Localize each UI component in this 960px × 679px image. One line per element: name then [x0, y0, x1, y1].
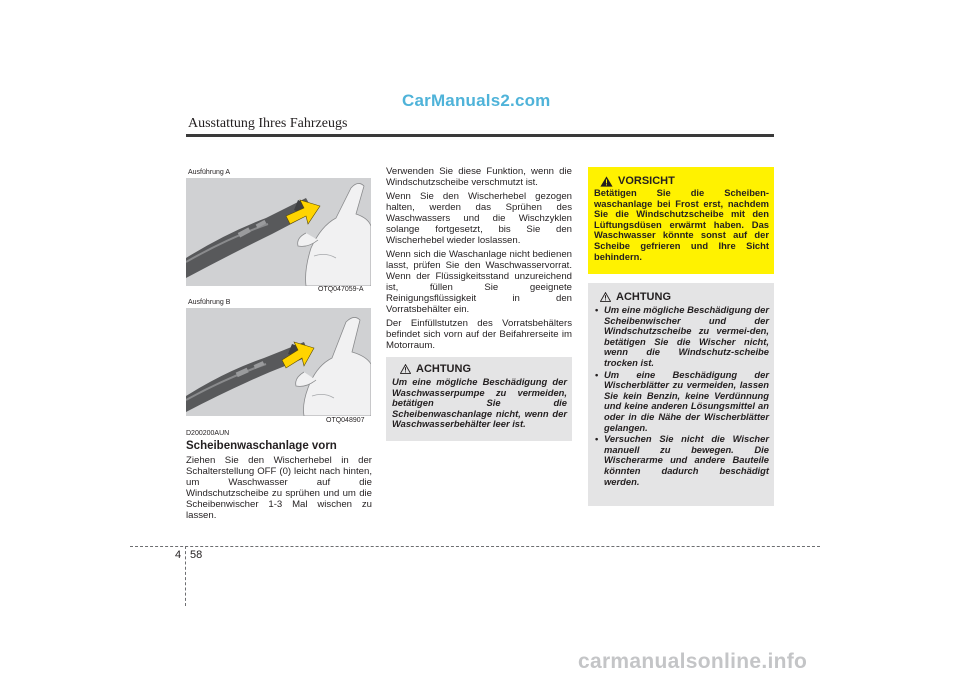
figure-a-code: OTQ047059-A: [318, 286, 364, 293]
caution-box-middle: [386, 357, 572, 441]
warning-title-text: VORSICHT: [618, 175, 675, 187]
caution-list-item: • Um eine Beschädigung der Wischerblätter zu vermeiden, lassen Sie kein Benzin, keine Verdünnung und keine anderen Lösungsmittel an oder in die Nähe der Wischerblätter gelangen.: [594, 370, 769, 434]
warning-triangle-icon: [600, 176, 613, 187]
middle-paragraph-3: Wenn sich die Waschanlage nicht bedienen lasst, prüfen Sie den Waschwasservorrat. Wenn der Flüssigkeitsstand unzureichend ist, füllen Sie geeignete Reinigungsflüssigkeit in den Vorratsbehälter ein.: [386, 249, 572, 315]
section-title: Ausstattung Ihres Fahrzeugs: [188, 116, 348, 131]
watermark-bottom[interactable]: carmanualsonline.info: [578, 650, 808, 673]
caution-text-middle: Um eine mögliche Beschädigung der Waschwasserpumpe zu vermeiden, betätigen Sie die Scheibenwaschanlage nicht, wenn der Waschwasserbehälter leer ist.: [392, 376, 567, 430]
middle-paragraph-2: Wenn Sie den Wischerhebel gezogen halten, werden das Sprühen des Waschwassers und die Wischzyklen solange fortgesetzt, bis Sie den Wischerhebel wieder loslassen.: [386, 191, 572, 246]
warning-box: [588, 167, 774, 274]
middle-column: [386, 166, 572, 351]
caution-list-item: • Versuchen Sie nicht die Wischer manuell zu bewegen. Die Wischerarme und andere Bauteile könnten dadurch beschädigt werden.: [594, 434, 769, 487]
warning-title: [600, 175, 769, 187]
caution-triangle-icon: [600, 292, 611, 302]
middle-paragraph-1: Verwenden Sie diese Funktion, wenn die Windschutzscheibe verschmutzt ist.: [386, 166, 572, 188]
caution-triangle-icon: [400, 364, 411, 374]
caution-list-item: • Um eine mögliche Beschädigung der Scheibenwischer und der Windschutzscheibe zu vermei-den, betätigen Sie die Wischer nicht, wenn die Windschutz-scheibe trocken ist.: [594, 305, 769, 369]
footer-divider: [130, 546, 820, 547]
document-code: D200200AUN: [186, 430, 230, 437]
figure-a-label: Ausführung A: [188, 169, 231, 176]
warning-text: Betätigen Sie die Scheiben-waschanlage bei Frost erst, nachdem Sie die Windschutzscheibe mit den Lüftungsdüsen erwärmt haben. Das Waschwasser könnte sonst auf der Scheibe gefrieren und Ihre Sicht behindern.: [594, 187, 769, 262]
watermark-top[interactable]: CarManuals2.com: [402, 91, 551, 110]
caution-title-text: ACHTUNG: [616, 291, 671, 303]
figure-b-code: OTQ048907: [326, 417, 365, 424]
wiper-lever-illustration-b: [186, 308, 371, 416]
caution-box-right: [588, 283, 774, 506]
page-number: 58: [190, 549, 203, 561]
figure-a: [186, 178, 371, 286]
wiper-lever-illustration-a: [186, 178, 371, 286]
caution-title-middle: [400, 363, 567, 375]
caution-title-right: [600, 291, 769, 303]
caution-list: [594, 305, 769, 487]
chapter-number: 4: [175, 549, 182, 561]
header-rule: [186, 134, 774, 137]
figure-b: [186, 308, 371, 416]
caution-title-text: ACHTUNG: [416, 363, 471, 375]
left-paragraph: Ziehen Sie den Wischerhebel in der Schalterstellung OFF (0) leicht nach hinten, um Waschwasser auf die Windschutzscheibe zu sprühen und um die Scheibenwischer 1-3 Mal wischen zu lassen.: [186, 455, 372, 521]
footer-vertical-divider: [185, 546, 186, 606]
section-heading: Scheibenwaschanlage vorn: [186, 440, 337, 452]
figure-b-label: Ausführung B: [188, 299, 231, 306]
middle-paragraph-4: Der Einfüllstutzen des Vorratsbehälters befindet sich vorn auf der Beifahrerseite im Motorraum.: [386, 318, 572, 351]
